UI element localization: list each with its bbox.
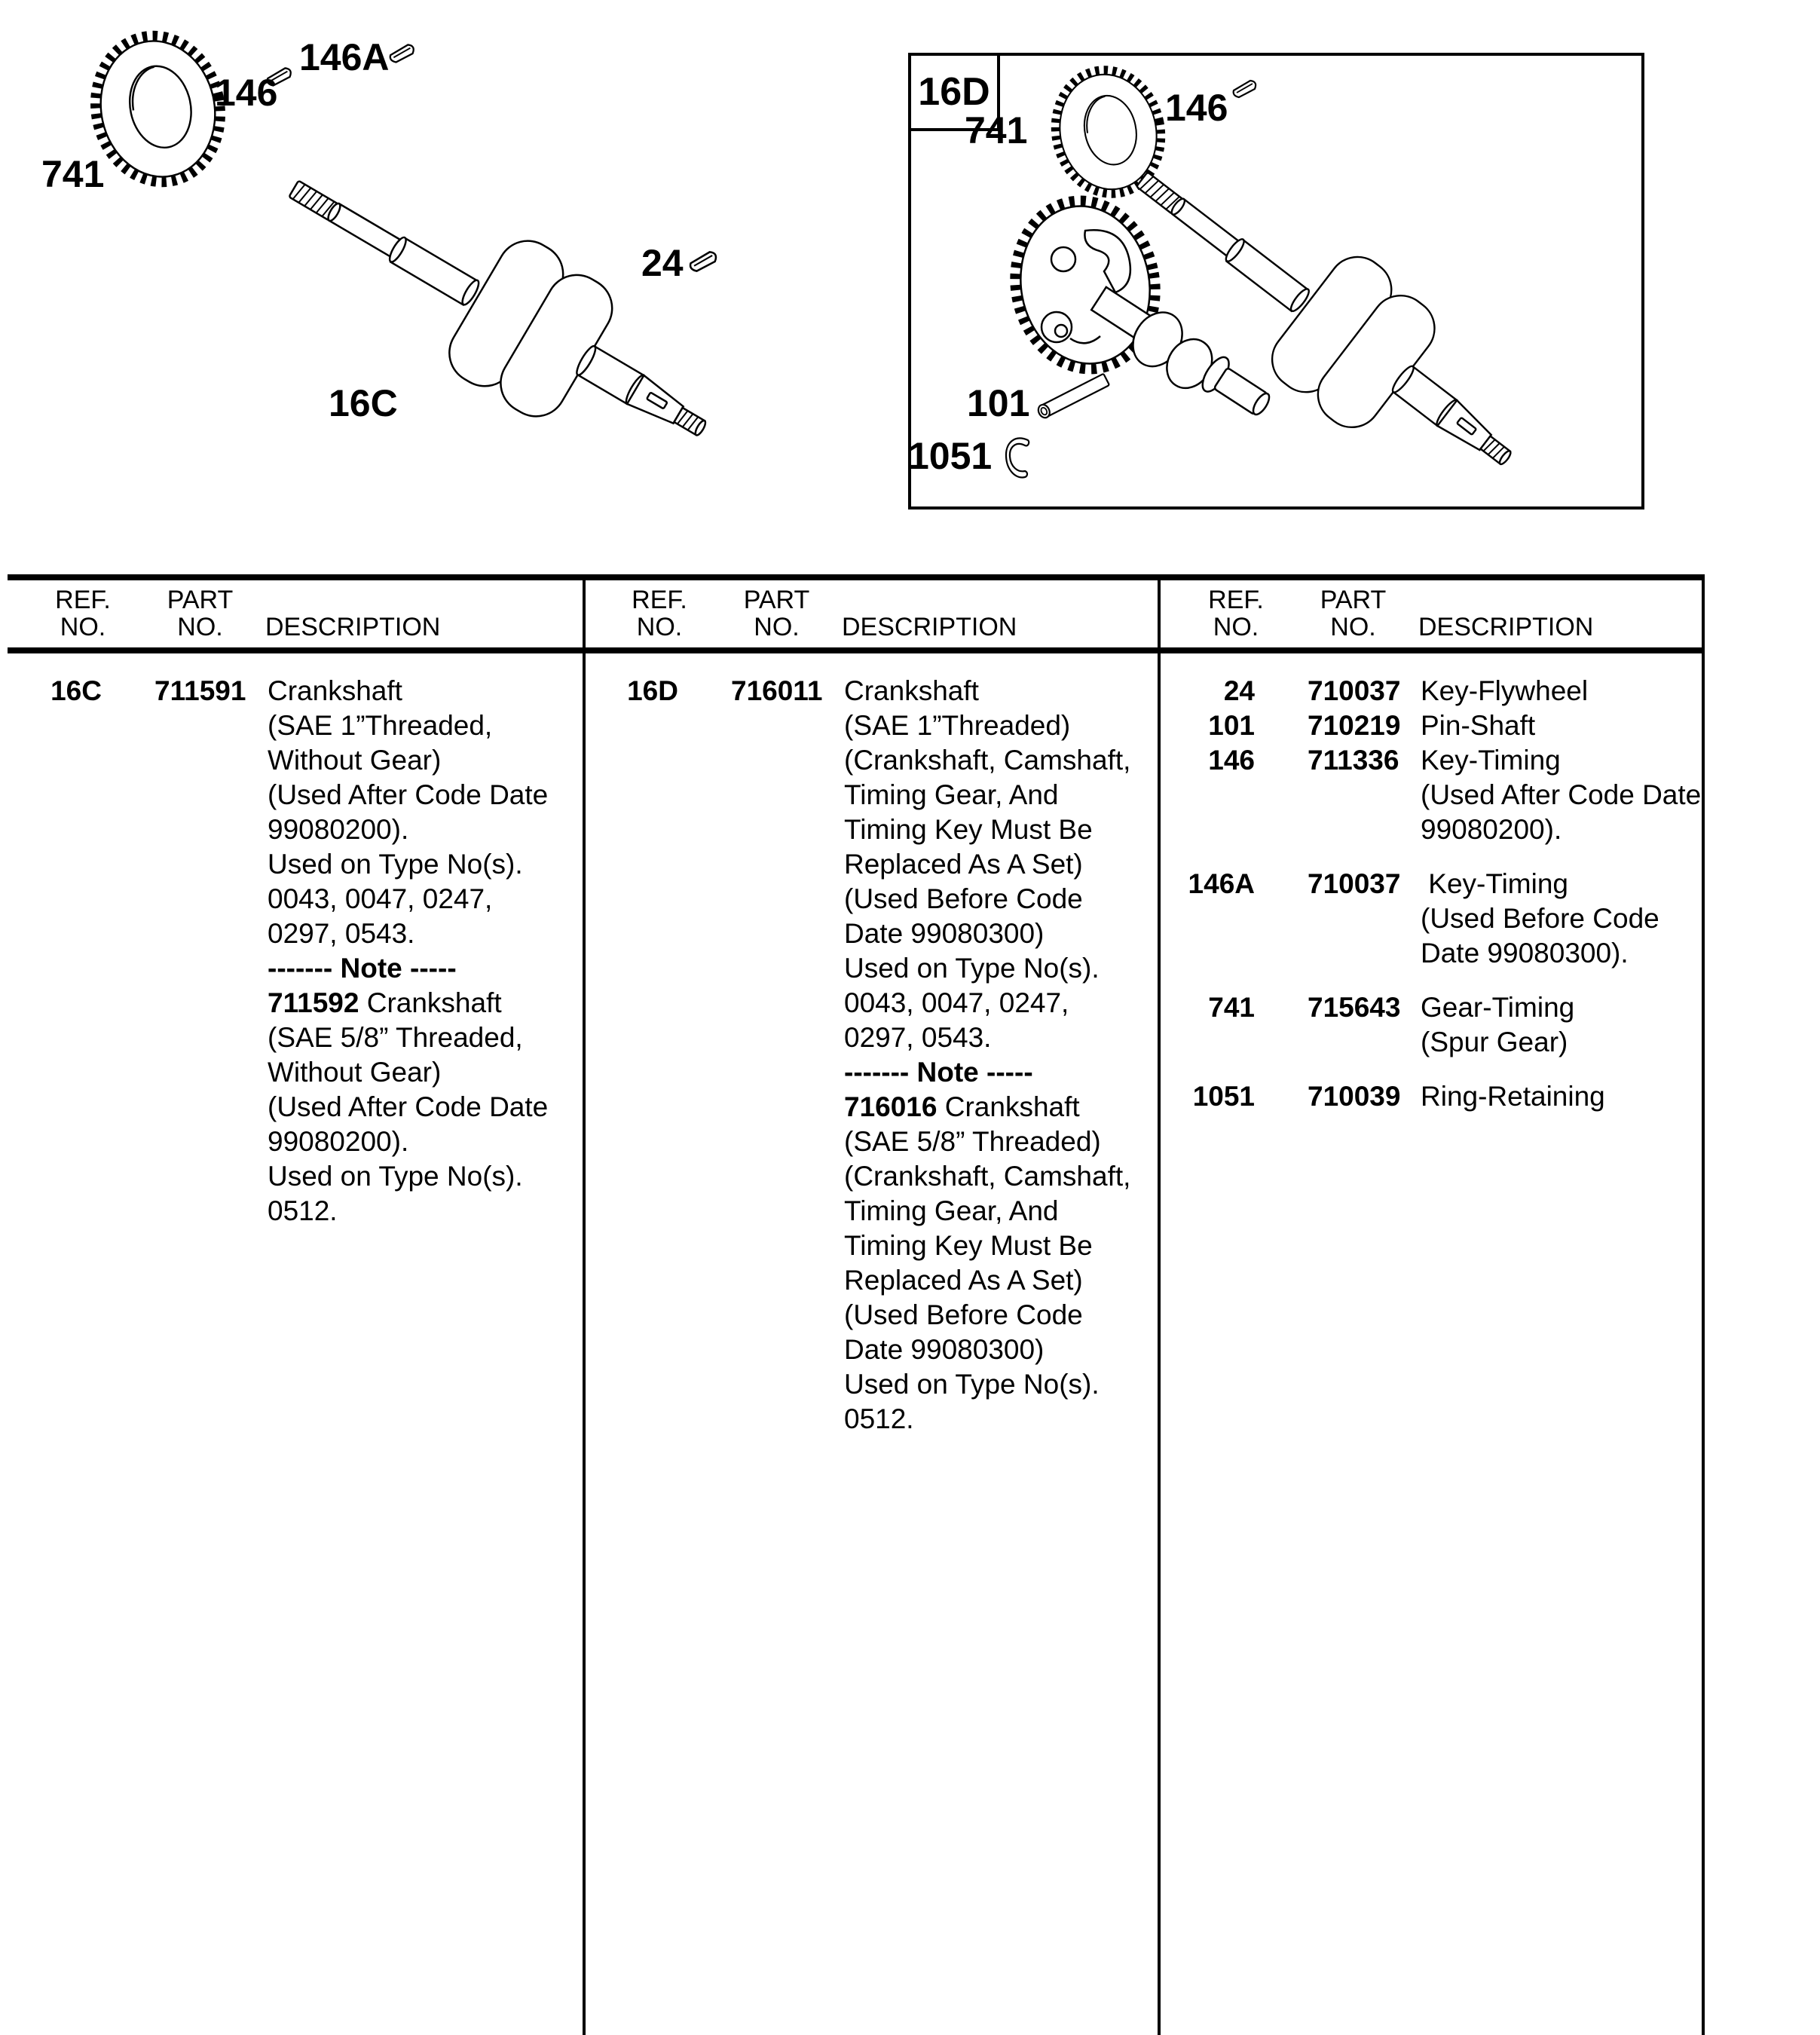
description-line: Used on Type No(s). [844,953,1100,984]
table-header-group-1: REF. NO. PART NO. DESCRIPTION [8,582,583,656]
description-cell [1421,674,1696,708]
description-cell [1421,708,1696,743]
part-no-cell: 710219 [1308,710,1401,741]
ref-no-cell: 146A [1188,868,1255,899]
description-line: (Used After Code Date [268,1091,549,1122]
ref-no-cell: 146 [1208,745,1255,776]
description-line: Used on Type No(s). [268,1161,523,1192]
description-cell [1421,867,1696,971]
description-line: Date 99080300) [844,1334,1045,1365]
ref-no-cell: 16C [50,675,102,706]
description-line: (SAE 5/8” Threaded) [844,1126,1101,1157]
ref-header: REF. [55,586,111,614]
flywheel-key-icon [688,248,723,275]
description-line: (Used Before Code [844,1299,1083,1330]
description-line: (Used After Code Date [1421,779,1702,810]
description-cell [1421,743,1701,847]
part-no-cell: 711591 [154,675,246,706]
description-line: Used on Type No(s). [268,849,523,880]
description-header: DESCRIPTION [1418,613,1594,641]
table-right-border [1702,574,1705,2035]
table-header-group-2: REF. NO. PART NO. DESCRIPTION [584,582,1158,656]
part-header: PART [1320,586,1387,614]
table-column-2 [584,654,1152,1437]
description-line: ------- Note ----- [268,953,457,984]
part-entry [1161,1079,1696,1114]
timing-key-icon-right [1231,78,1262,100]
description-line: Crankshaft [844,675,979,706]
description-line: Timing Key Must Be [844,1230,1093,1261]
description-line: Gear-Timing [1421,992,1575,1023]
part-entry [1161,743,1702,847]
part-no-cell: 710039 [1308,1081,1401,1112]
callout-key-left: 146 [215,72,278,114]
callout-ring: 1051 [908,435,993,477]
callout-crankshaft-left: 16C [329,382,398,424]
crankshaft-illustration-left [280,143,778,490]
table-column-1 [8,654,577,1229]
part-entry [1161,674,1696,708]
part-entry [1161,990,1696,1060]
description-line: (Spur Gear) [1421,1027,1568,1057]
panel-16d-tag: 16D [908,53,1000,131]
description-line: (SAE 1”Threaded) [844,710,1071,741]
description-line: Replaced As A Set) [844,849,1083,880]
ref-no-cell: 24 [1223,675,1255,706]
description-line: Without Gear) [268,1057,442,1088]
description-line: Timing Gear, And [844,779,1059,810]
shaft-pin-icon [1034,368,1121,424]
description-line: ------- Note ----- [844,1057,1033,1088]
description-line: (Crankshaft, Camshaft, [844,1161,1131,1192]
callout-gear-right: 741 [965,109,1028,151]
callout-key-right: 146 [1165,87,1228,129]
part-entry [584,674,1152,1437]
ref-no-cell: 16D [627,675,678,706]
description-line: Date 99080300). [1421,938,1629,969]
table-header-group-3: REF. NO. PART NO. DESCRIPTION [1161,582,1702,656]
description-cell [1421,990,1696,1060]
ref-header: REF. [1208,586,1264,614]
description-line: Timing Gear, And [844,1195,1059,1226]
part-entry [8,674,577,1229]
table-top-rule [8,574,1705,580]
part-no-cell: 710037 [1308,675,1401,706]
description-line: 0512. [844,1403,914,1434]
description-line: Key-Timing [1421,745,1561,776]
description-line: 0297, 0543. [268,918,415,949]
description-line: Without Gear) [268,745,442,776]
description-line: (Crankshaft, Camshaft, [844,745,1131,776]
part-no-cell: 716011 [731,675,823,706]
description-line: Key-Timing [1421,868,1569,899]
part-header: PART [743,586,810,614]
description-line: Replaced As A Set) [844,1265,1083,1296]
description-cell [1421,1079,1696,1114]
table-column-3 [1161,654,1702,1114]
description-line: Used on Type No(s). [844,1369,1100,1400]
part-entry [1161,867,1696,971]
description-line: Timing Key Must Be [844,814,1093,845]
ref-no-cell: 1051 [1192,1081,1255,1112]
description-line: Key-Flywheel [1421,675,1589,706]
timing-gear-illustration-left [84,24,231,194]
description-line: 711592 Crankshaft [268,987,502,1018]
part-entry [1161,708,1696,743]
timing-key-a-icon [388,41,420,66]
description-line: (Used Before Code [844,883,1083,914]
description-header: DESCRIPTION [842,613,1017,641]
description-line: (SAE 5/8” Threaded, [268,1022,523,1053]
description-line: Crankshaft [268,675,402,706]
part-header: PART [167,586,234,614]
retaining-ring-icon [1001,434,1037,487]
description-cell [844,674,1152,1437]
description-line: 0043, 0047, 0247, [844,987,1069,1018]
description-cell [268,674,577,1229]
part-no-cell: 715643 [1308,992,1401,1023]
part-no-cell: 711336 [1308,745,1399,776]
description-line: 0512. [268,1195,338,1226]
description-line: 716016 Crankshaft [844,1091,1080,1122]
description-line: (Used Before Code [1421,903,1659,934]
callout-key-a-left: 146A [299,36,390,78]
crankshaft-illustration-right [1129,128,1611,482]
description-line: 99080200). [268,814,409,845]
description-line: 99080200). [268,1126,409,1157]
part-no-cell: 710037 [1308,868,1401,899]
description-header: DESCRIPTION [265,613,441,641]
description-line: Date 99080300) [844,918,1045,949]
description-line: Ring-Retaining [1421,1081,1605,1112]
ref-no-cell: 741 [1208,992,1255,1023]
ref-header: REF. [632,586,687,614]
callout-flywheel-key: 24 [641,242,684,284]
description-line: (SAE 1”Threaded, [268,710,493,741]
description-line: 0043, 0047, 0247, [268,883,493,914]
ref-no-cell: 101 [1208,710,1255,741]
callout-gear-left: 741 [41,153,105,195]
description-line: (Used After Code Date [268,779,549,810]
description-line: 99080200). [1421,814,1562,845]
description-line: 0297, 0543. [844,1022,992,1053]
description-line: Pin-Shaft [1421,710,1536,741]
callout-pin: 101 [967,382,1030,424]
